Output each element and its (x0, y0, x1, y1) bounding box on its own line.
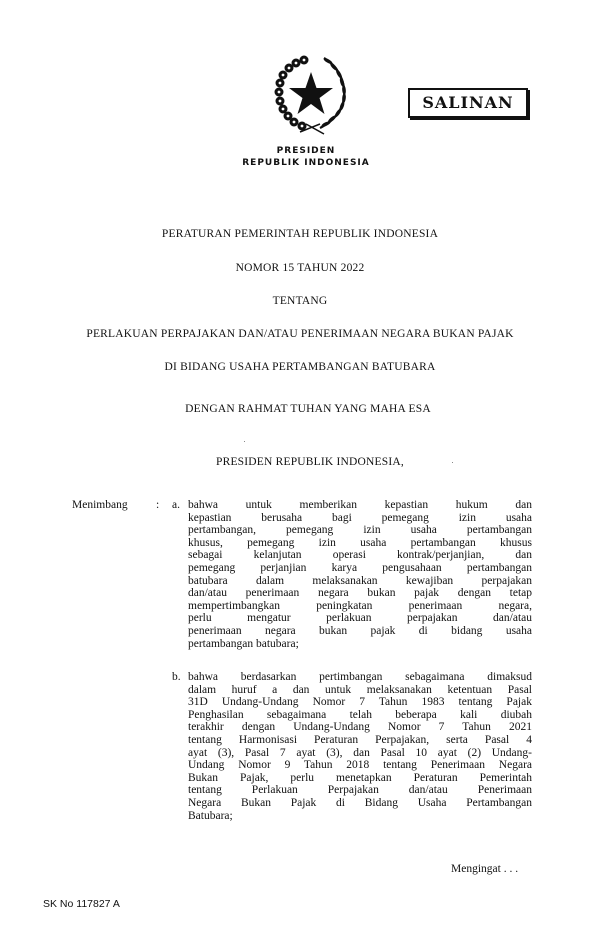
item-b-line: Negara Bukan Pajak di Bidang Usaha Pertambangan (188, 796, 532, 809)
item-letter-a: a. (172, 499, 180, 511)
presidential-emblem-icon (266, 52, 354, 138)
item-a-line: sebagai kelanjutan operasi kontrak/perjanjian, dan (188, 549, 532, 562)
preamble-invocation: DENGAN RAHMAT TUHAN YANG MAHA ESA (185, 403, 431, 415)
tentang-label: TENTANG (272, 295, 328, 307)
regulation-subject-line2: DI BIDANG USAHA PERTAMBANGAN BATUBARA (164, 361, 436, 373)
item-a-line: khusus, pemegang izin usaha pertambangan khusus (188, 536, 532, 549)
item-a-line: pertambangan batubara; (188, 637, 299, 650)
item-a-line: batubara dalam melaksanakan kewajiban perpajakan (188, 574, 532, 587)
office-label-presiden: PRESIDEN (276, 146, 336, 156)
item-b-line: bahwa berdasarkan pertimbangan sebagaimana dimaksud (188, 671, 532, 683)
item-b-line: dalam huruf a dan untuk melaksanakan ketentuan Pasal (188, 683, 532, 696)
item-b-line: tentang Harmonisasi Peraturan Perpajakan, serta Pasal 4 (188, 733, 532, 746)
item-a-line: penerimaan negara bukan pajak di bidang usaha (188, 624, 532, 637)
item-a-line: dan/atau penerimaan negara bukan pajak dengan tetap (188, 587, 532, 600)
consideration-item-b (188, 671, 532, 822)
item-b-line: Penghasilan sebagaimana telah beberapa kali diubah (188, 708, 532, 721)
item-letter-b: b. (172, 671, 181, 683)
item-a-line: pertambangan, pemegang izin usaha pertambangan (188, 524, 532, 537)
item-a-line: kepastian berusaha bagi pemegang izin usaha (188, 511, 532, 524)
item-a-line: mempertimbangkan peningkatan penerimaan negara, (188, 599, 532, 612)
item-b-line: Batubara; (188, 809, 233, 822)
serial-number: SK No 117827 A (43, 898, 120, 910)
menimbang-colon: : (156, 499, 160, 511)
regulation-number: NOMOR 15 TAHUN 2022 (235, 262, 365, 274)
regulation-subject-line1: PERLAKUAN PERPAJAKAN DAN/ATAU PENERIMAAN NEGARA BUKAN PAJAK (86, 328, 514, 340)
item-b-line: terakhir dengan Undang-Undang Nomor 7 Tahun 2021 (188, 721, 532, 734)
item-b-line: Undang Nomor 9 Tahun 2018 tentang Penerimaan Negara (188, 759, 532, 772)
item-b-line: ayat (3), Pasal 7 ayat (3), dan Pasal 10 ayat (2) Undang- (188, 746, 532, 759)
preamble-president: PRESIDEN REPUBLIK INDONESIA, (215, 456, 404, 468)
consideration-item-a (188, 499, 532, 650)
continuation-marker: Mengingat . . . (451, 863, 519, 875)
menimbang-label: Menimbang (72, 499, 128, 511)
office-label-republik: REPUBLIK INDONESIA (242, 158, 370, 168)
scan-speck (452, 462, 453, 463)
item-a-line: perlu mengatur perlakuan perpajakan dan/atau (188, 612, 532, 625)
item-b-line: Bukan Pajak, perlu menetapkan Peraturan Pemerintah (188, 771, 532, 784)
item-a-line: bahwa untuk memberikan kepastian hukum dan (188, 499, 532, 511)
scan-speck (244, 441, 245, 442)
item-b-line: 31D Undang-Undang Nomor 7 Tahun 1983 tentang Pajak (188, 696, 532, 709)
item-a-line: pemegang perjanjian karya pengusahaan pertambangan (188, 561, 532, 574)
regulation-type: PERATURAN PEMERINTAH REPUBLIK INDONESIA (161, 228, 439, 240)
item-b-line: tentang Perlakuan Perpajakan dan/atau Penerimaan (188, 784, 532, 797)
salinan-stamp: SALINAN (408, 88, 528, 118)
